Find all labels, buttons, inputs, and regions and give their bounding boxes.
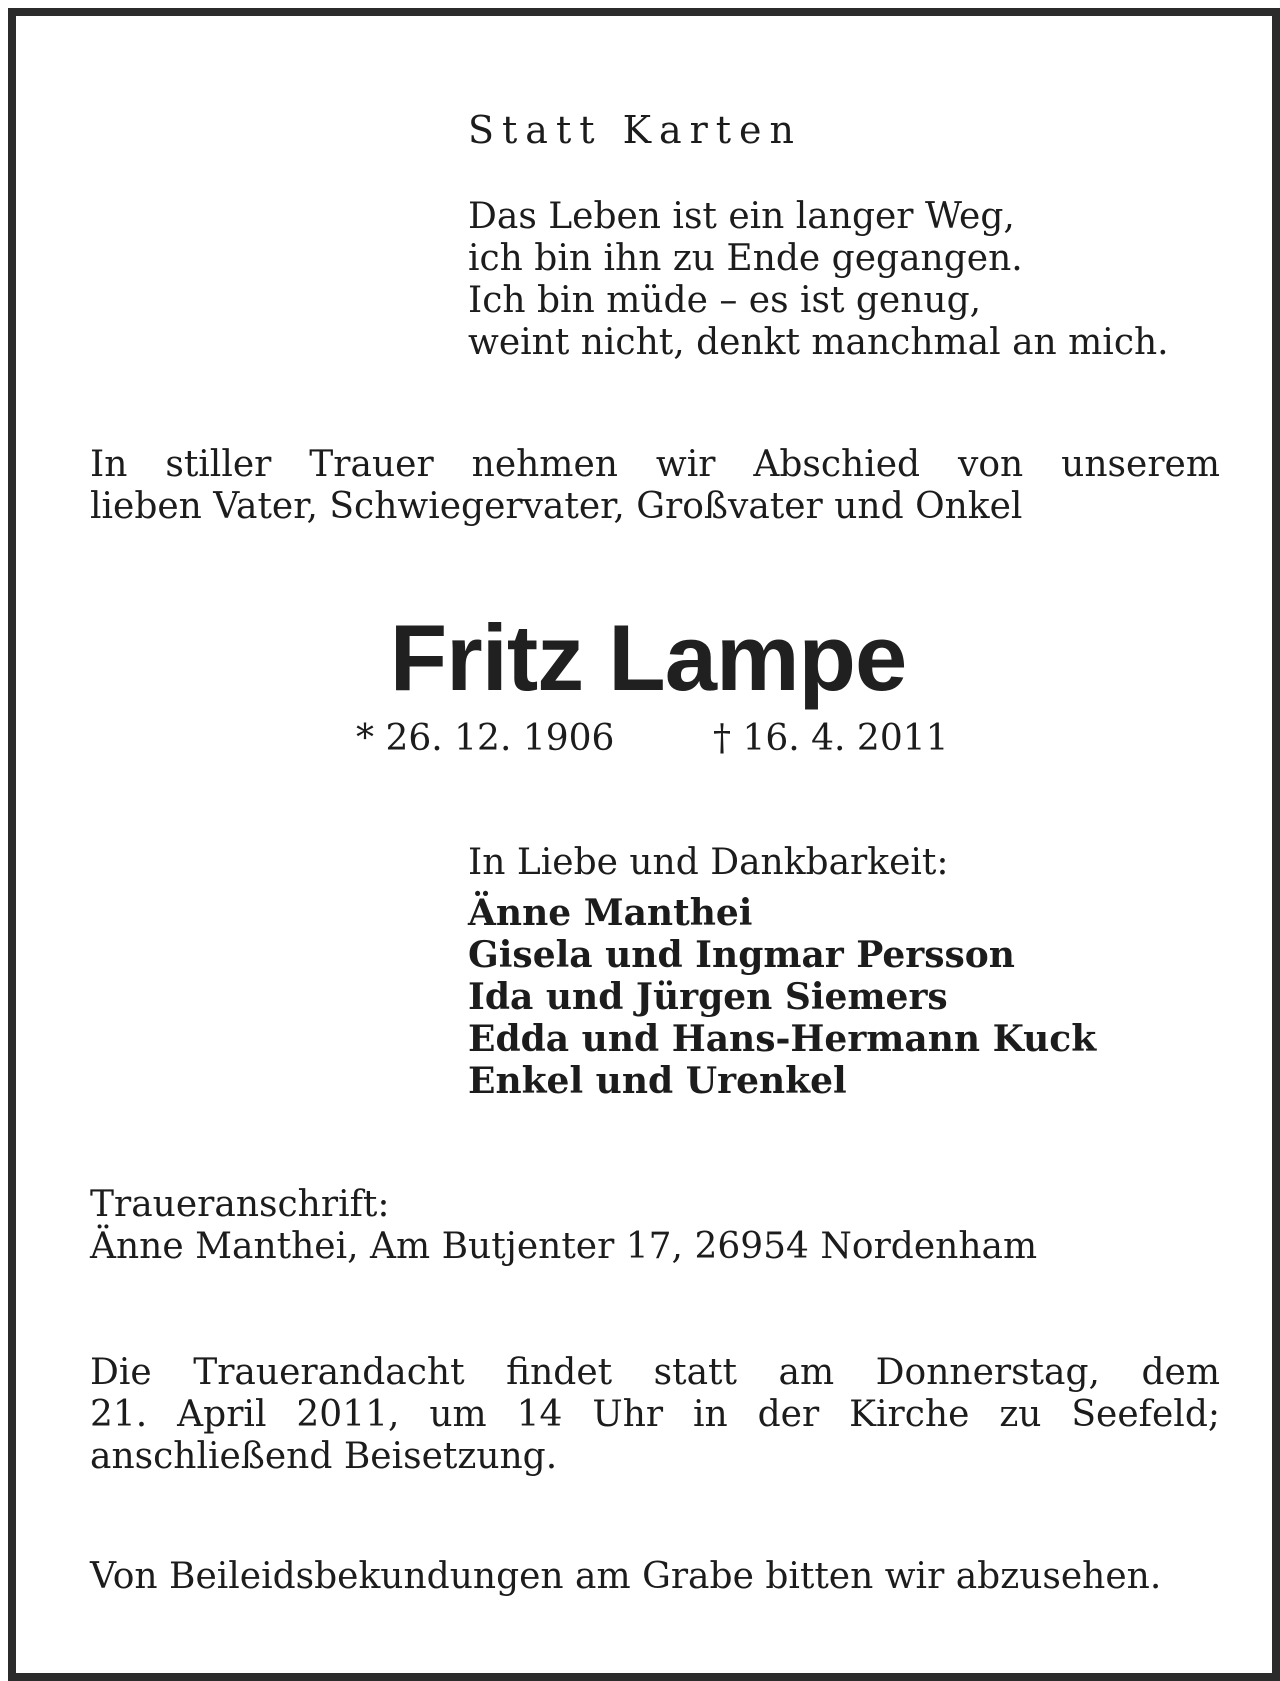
- love-line: In Liebe und Dankbarkeit:: [468, 842, 949, 883]
- family-member: Edda und Hans-Hermann Kuck: [468, 1018, 1097, 1060]
- service-line: Die Trauerandacht findet statt am Donnerstag, dem: [90, 1352, 1220, 1393]
- address-label: Traueranschrift:: [90, 1184, 390, 1225]
- family-member: Enkel und Urenkel: [468, 1060, 847, 1102]
- obituary-frame: [8, 8, 1280, 1681]
- service-paragraph: [90, 1352, 1220, 1478]
- family-list: [468, 892, 1096, 1102]
- family-member: Gisela und Ingmar Persson: [468, 934, 1015, 976]
- service-line: 21. April 2011, um 14 Uhr in der Kirche zu Seefeld;: [90, 1394, 1220, 1435]
- address-text: Änne Manthei, Am Butjenter 17, 26954 Nordenham: [90, 1226, 1038, 1267]
- poem-line: Das Leben ist ein langer Weg,: [468, 196, 1015, 237]
- service-line: anschließend Beisetzung.: [90, 1436, 558, 1477]
- intro-paragraph: [90, 444, 1220, 528]
- intro-line: In stiller Trauer nehmen wir Abschied von unserem: [90, 444, 1220, 485]
- poem-line: Ich bin müde – es ist genug,: [468, 280, 982, 321]
- poem-line: ich bin ihn zu Ende gegangen.: [468, 238, 1023, 279]
- poem-line: weint nicht, denkt manchmal an mich.: [468, 322, 1169, 363]
- intro-line: lieben Vater, Schwiegervater, Großvater und Onkel: [90, 486, 1023, 527]
- death-date: † 16. 4. 2011: [713, 718, 949, 759]
- family-member: Ida und Jürgen Siemers: [468, 976, 948, 1018]
- family-member: Änne Manthei: [468, 892, 753, 934]
- birth-date: * 26. 12. 1906: [356, 718, 615, 759]
- deceased-name: Fritz Lampe: [389, 605, 907, 710]
- closing-line: Von Beileidsbekundungen am Grabe bitten wir abzusehen.: [90, 1556, 1162, 1597]
- mourning-address: [90, 1184, 1037, 1268]
- header-statt-karten: Statt Karten: [468, 108, 803, 152]
- poem: [468, 196, 1169, 364]
